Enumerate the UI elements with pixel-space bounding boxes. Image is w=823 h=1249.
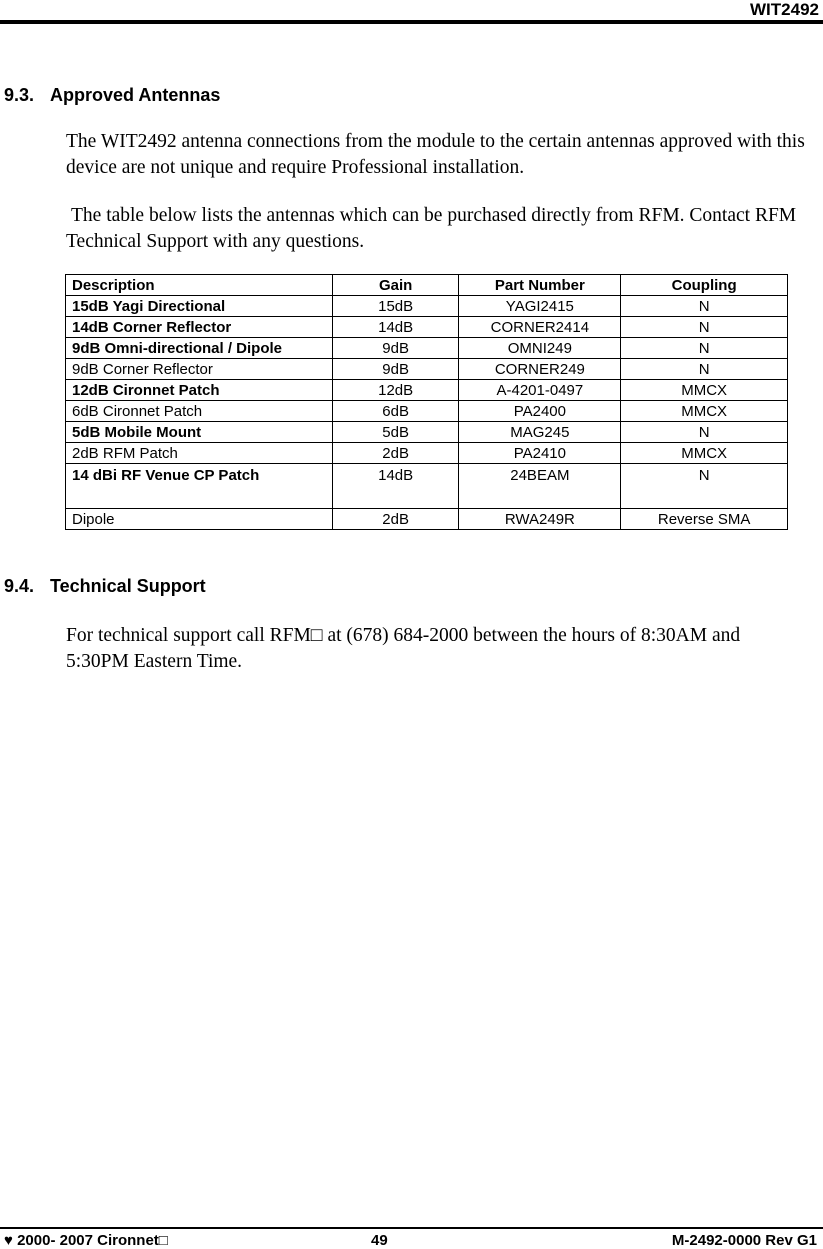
cell-description: 14dB Corner Reflector <box>66 317 333 338</box>
footer-rule <box>0 1227 823 1229</box>
table-row <box>66 338 788 359</box>
cell-part-number: PA2400 <box>459 401 621 422</box>
cell-coupling: MMCX <box>621 380 788 401</box>
cell-coupling: N <box>621 464 788 509</box>
section-title: Approved Antennas <box>50 85 221 105</box>
section-heading-technical-support <box>4 576 206 597</box>
cell-coupling: MMCX <box>621 443 788 464</box>
table-row <box>66 443 788 464</box>
section-title: Technical Support <box>50 576 206 596</box>
paragraph-text: The table below lists the antennas which can be purchased directly from RFM. Contact RFM Technical Support with any questions. <box>66 205 797 252</box>
cell-part-number: YAGI2415 <box>459 296 621 317</box>
document-header-title: WIT2492 <box>750 0 819 19</box>
table-row <box>66 359 788 380</box>
cell-part-number: RWA249R <box>459 509 621 530</box>
cell-part-number: 24BEAM <box>459 464 621 509</box>
approved-antennas-paragraph-2 <box>66 203 806 255</box>
cell-gain: 2dB <box>332 443 459 464</box>
cell-part-number: CORNER249 <box>459 359 621 380</box>
cell-coupling: MMCX <box>621 401 788 422</box>
table-row <box>66 317 788 338</box>
table-row <box>66 422 788 443</box>
cell-coupling: N <box>621 422 788 443</box>
cell-gain: 9dB <box>332 338 459 359</box>
cell-description: 5dB Mobile Mount <box>66 422 333 443</box>
column-header-coupling: Coupling <box>621 275 788 296</box>
cell-part-number: PA2410 <box>459 443 621 464</box>
cell-gain: 12dB <box>332 380 459 401</box>
table-row <box>66 464 788 509</box>
approved-antennas-table <box>65 274 788 530</box>
cell-gain: 14dB <box>332 464 459 509</box>
cell-part-number: MAG245 <box>459 422 621 443</box>
footer-copyright: ♥ 2000- 2007 Cironnet□ <box>4 1232 168 1249</box>
section-heading-approved-antennas <box>4 85 220 106</box>
cell-description: 14 dBi RF Venue CP Patch <box>66 464 333 509</box>
cell-coupling: N <box>621 359 788 380</box>
cell-description: 12dB Cironnet Patch <box>66 380 333 401</box>
approved-antennas-paragraph-1: The WIT2492 antenna connections from the module to the certain antennas approved with this device are not unique and require Professional installation. <box>66 131 805 178</box>
table-row <box>66 296 788 317</box>
table-row <box>66 380 788 401</box>
cell-gain: 5dB <box>332 422 459 443</box>
column-header-part-number: Part Number <box>459 275 621 296</box>
table-row <box>66 509 788 530</box>
cell-description: Dipole <box>66 509 333 530</box>
cell-gain: 9dB <box>332 359 459 380</box>
cell-coupling: N <box>621 296 788 317</box>
cell-part-number: CORNER2414 <box>459 317 621 338</box>
cell-part-number: A-4201-0497 <box>459 380 621 401</box>
cell-description: 2dB RFM Patch <box>66 443 333 464</box>
cell-description: 9dB Omni-directional / Dipole <box>66 338 333 359</box>
header-rule <box>0 20 823 24</box>
cell-gain: 6dB <box>332 401 459 422</box>
cell-description: 6dB Cironnet Patch <box>66 401 333 422</box>
section-number: 9.4. <box>4 576 35 596</box>
cell-description: 9dB Corner Reflector <box>66 359 333 380</box>
table-header-row <box>66 275 788 296</box>
cell-coupling: Reverse SMA <box>621 509 788 530</box>
footer-document-id: M-2492-0000 Rev G1 <box>671 1232 817 1249</box>
footer-page-number: 49 <box>371 1232 388 1249</box>
cell-gain: 2dB <box>332 509 459 530</box>
technical-support-paragraph: For technical support call RFM□ at (678) 684-2000 between the hours of 8:30AM and 5:30PM Eastern Time. <box>66 625 741 672</box>
cell-description: 15dB Yagi Directional <box>66 296 333 317</box>
cell-coupling: N <box>621 317 788 338</box>
column-header-description: Description <box>66 275 333 296</box>
section-number: 9.3. <box>4 85 35 105</box>
cell-part-number: OMNI249 <box>459 338 621 359</box>
cell-coupling: N <box>621 338 788 359</box>
cell-gain: 14dB <box>332 317 459 338</box>
table-row <box>66 401 788 422</box>
cell-gain: 15dB <box>332 296 459 317</box>
column-header-gain: Gain <box>332 275 459 296</box>
